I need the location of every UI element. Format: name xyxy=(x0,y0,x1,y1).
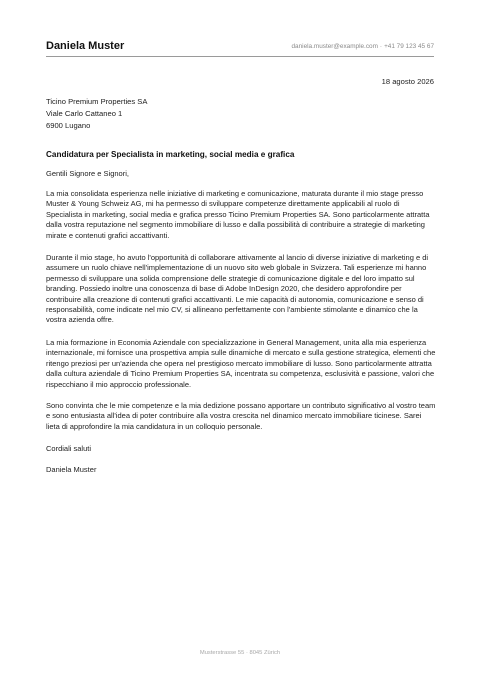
letter-date: 18 agosto 2026 xyxy=(381,77,434,86)
recipient-company: Ticino Premium Properties SA xyxy=(46,97,148,106)
salutation: Gentili Signore e Signori, xyxy=(46,169,129,178)
signature-name: Daniela Muster xyxy=(46,465,97,474)
paragraph-3: La mia formazione in Economia Aziendale con specializzazione in General Management, unita alla mia esperienza internazionale, mi fornisce una prospettiva ampia sulle dinamiche di mercato e sulla gestione strategica, elementi che ritengo preziosi per un'azienda che opera nel prestigioso mercato immobiliare di lusso. Sono particolarmente attratta dalla cultura aziendale di Ticino Premium Properties SA, incentrata su competenza, esclusività e passione, valori che rispecchiano il mio approccio professionale. xyxy=(46,338,436,389)
letter-subject: Candidatura per Specialista in marketing, social media e grafica xyxy=(46,150,295,159)
sender-email: daniela.muster@example.com xyxy=(291,43,378,50)
sender-contact xyxy=(292,43,435,50)
recipient-city: 6900 Lugano xyxy=(46,120,91,130)
sender-name: Daniela Muster xyxy=(46,40,125,52)
paragraph-4: Sono convinta che le mie competenze e la mia dedizione possano apportare un contributo significativo al vostro team e sono entusiasta all'idea di poter contribuire alla vostra crescita nel dinamico mercato immobiliare ticinese. Sarei lieta di approfondire la mia candidatura in un colloquio personale. xyxy=(46,401,436,431)
contact-separator: · xyxy=(379,43,383,50)
sender-phone: +41 79 123 45 67 xyxy=(384,43,434,50)
letter-footer: Musterstrasse 55 · 8045 Zürich xyxy=(199,650,281,656)
recipient-address xyxy=(46,96,147,132)
paragraph-2: Durante il mio stage, ho avuto l'opportunità di collaborare attivamente al lancio di diverse iniziative di marketing e di assumere un ruolo chiave nell'implementazione di un nuovo sito web globale in Svizzera. Tali esperienze mi hanno permesso di sviluppare una solida comprensione delle strategie di comunicazione digitale e del loro impatto sul branding. Possiedo inoltre una conoscenza di base di Adobe InDesign 2020, che desidero approfondire per contribuire alla creazione di contenuti grafici accattivanti. Le mie capacità di autonomia, comunicazione e senso di responsabilità, come indicate nel mio CV, si allineano perfettamente con l'ambiente stimolante e dinamico che la vostra azienda offre. xyxy=(46,253,429,325)
closing: Cordiali saluti xyxy=(46,444,92,453)
letter-header xyxy=(46,40,434,57)
recipient-street: Viale Carlo Cattaneo 1 xyxy=(46,108,123,118)
paragraph-1: La mia consolidata esperienza nelle iniziative di marketing e comunicazione, maturata durante il mio stage presso Muster & Young Schweiz AG, mi ha permesso di sviluppare competenze direttamente applicabili al ruolo di Specialista in marketing, social media e grafica presso Ticino Premium Properties SA. Sono particolarmente attratta dalla vostra reputazione nel segmento immobiliare di lusso e dalla possibilità di contribuire a strategie di marketing mirate e contenuti grafici accattivanti. xyxy=(46,189,430,240)
